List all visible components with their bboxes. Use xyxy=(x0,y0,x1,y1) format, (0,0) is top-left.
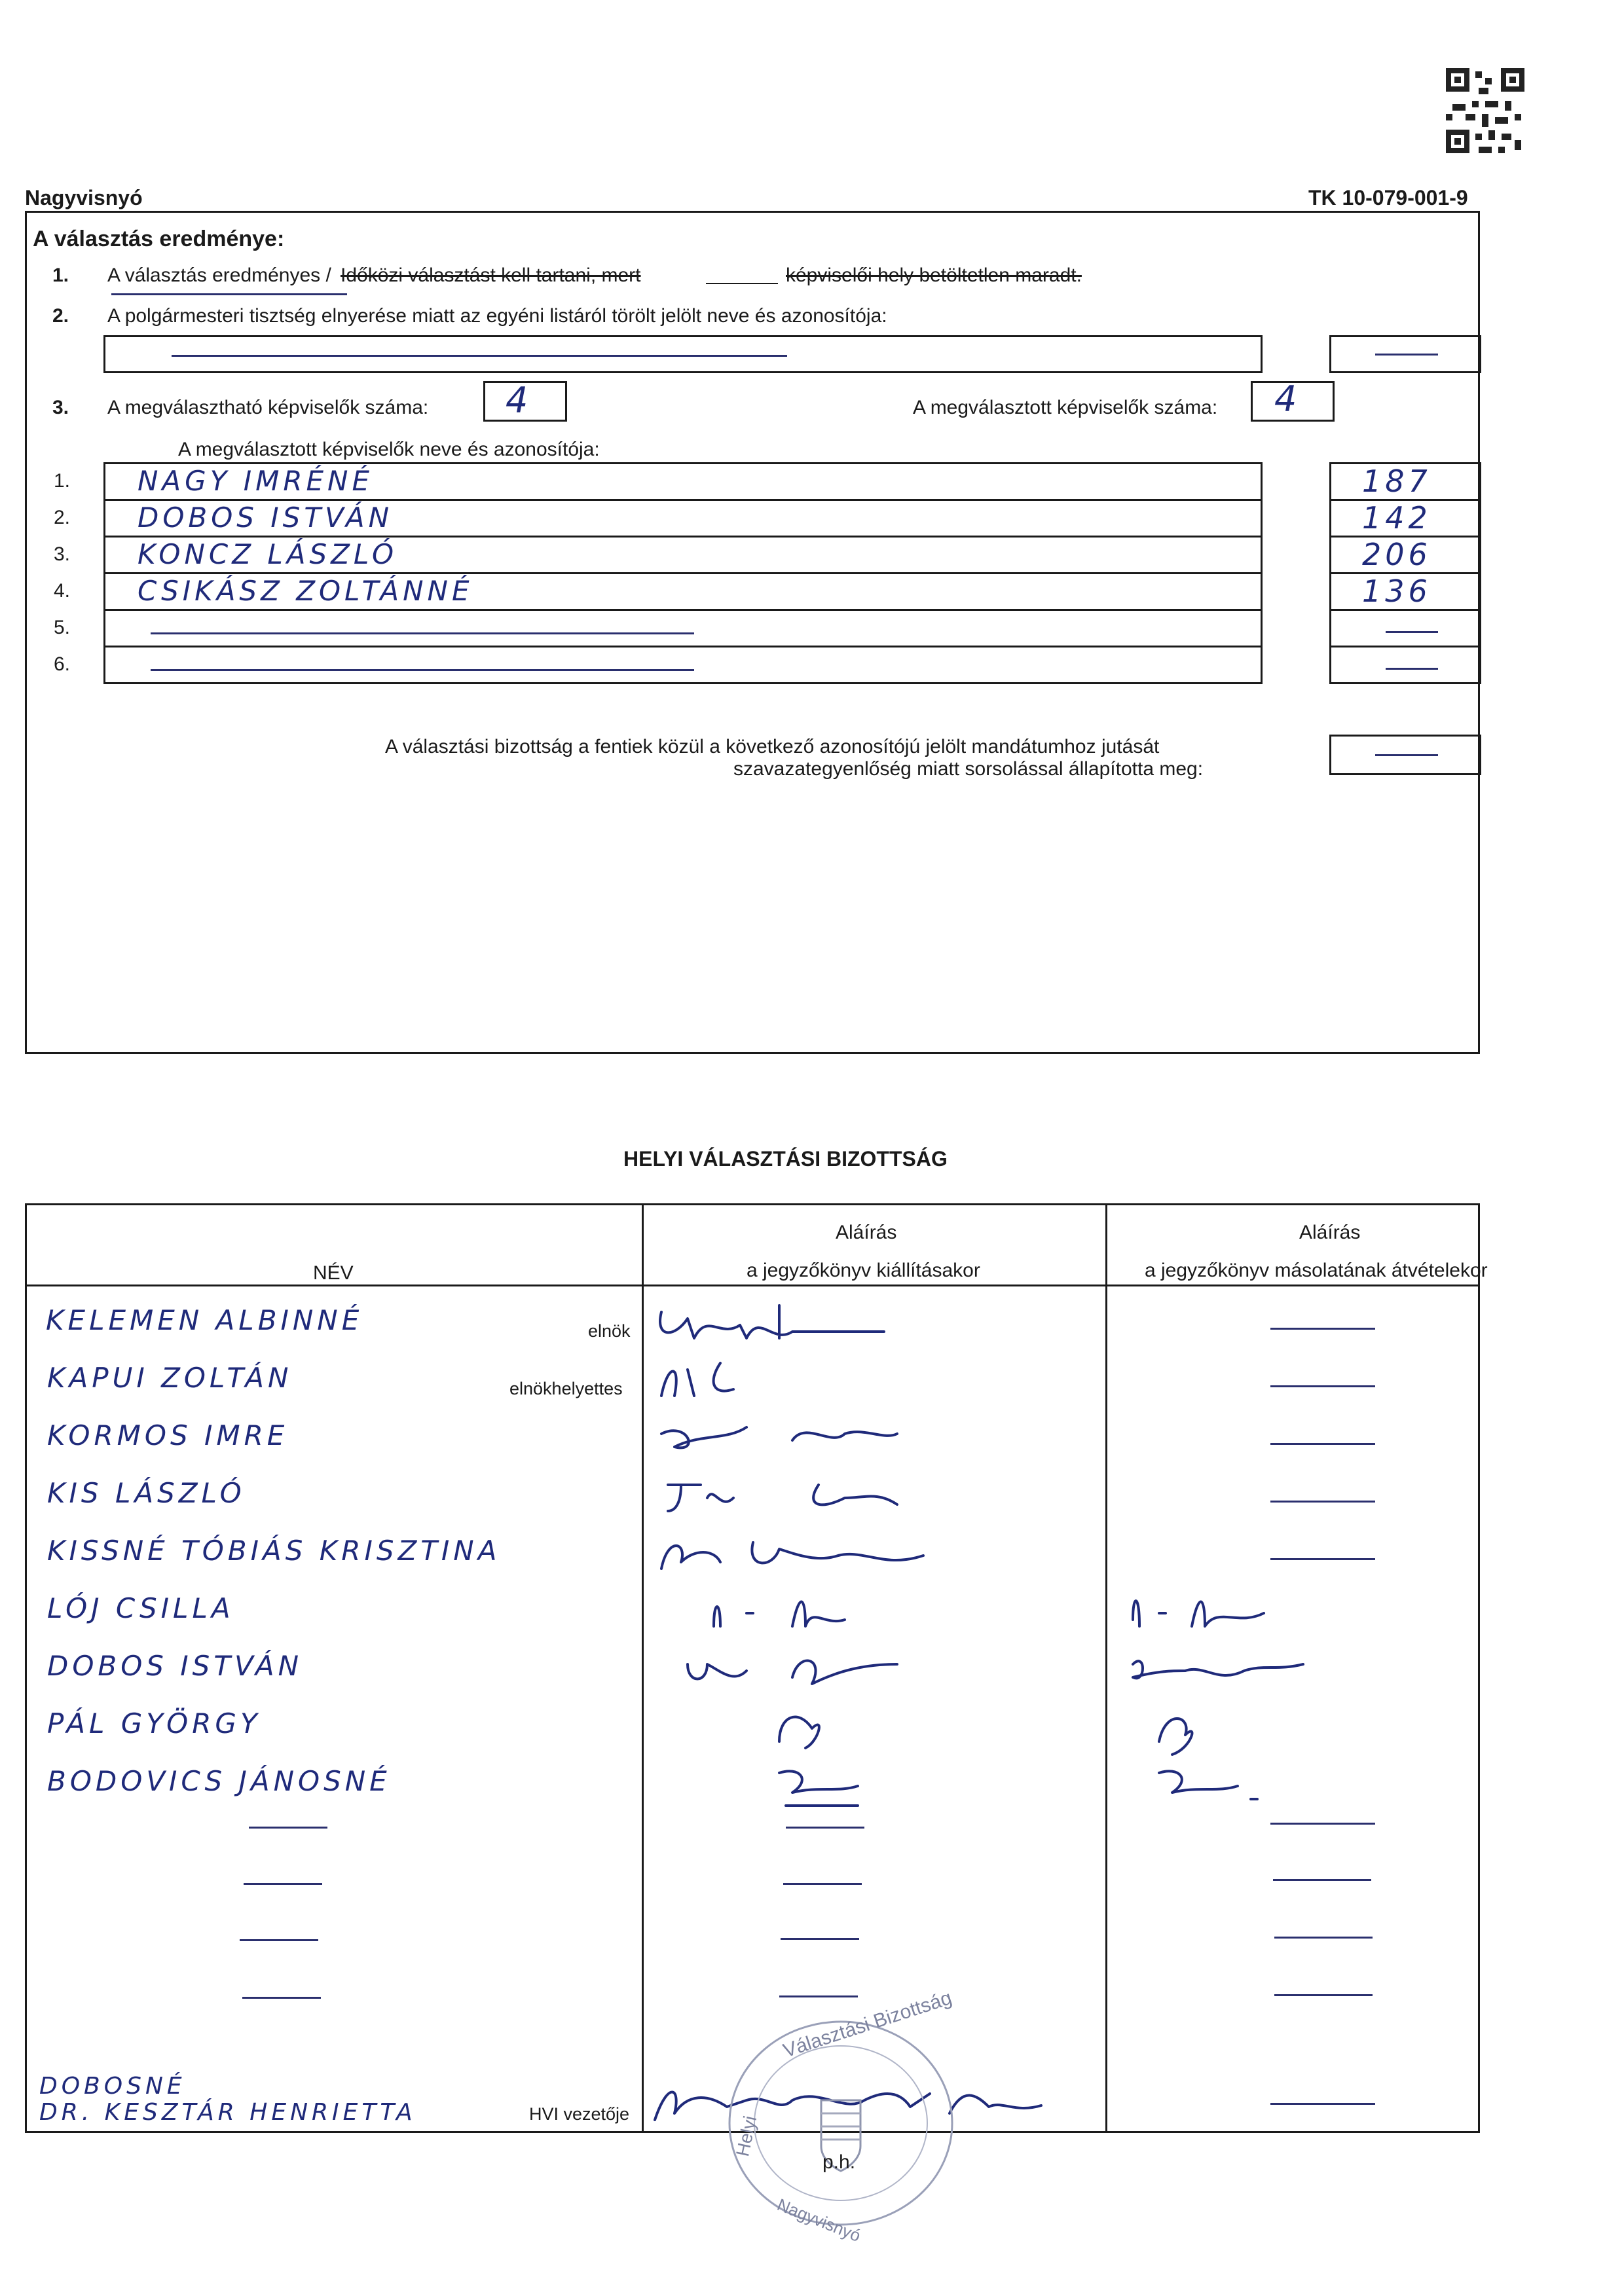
col-sign2-header-b: a jegyzőkönyv másolatának átvételekor xyxy=(1145,1260,1488,1281)
committee-member-copy-signature xyxy=(1120,1702,1460,1761)
committee-member-role: elnök xyxy=(588,1321,631,1341)
committee-copy-signature-dash xyxy=(1270,1328,1375,1330)
item1-struck-text-a: Időközi választást kell tartani, mert xyxy=(341,264,641,286)
committee-member-name: KAPUI ZOLTÁN xyxy=(47,1362,293,1394)
elected-id: 187 xyxy=(1362,464,1431,499)
item1-number: 1. xyxy=(52,264,69,286)
committee-member-name: KIS LÁSZLÓ xyxy=(47,1477,246,1509)
col-sign1-header-b: a jegyzőkönyv kiállításakor xyxy=(747,1260,980,1281)
elected-row-number: 3. xyxy=(54,543,71,565)
committee-member-signature xyxy=(648,1357,1067,1415)
committee-member-name: LÓJ CSILLA xyxy=(47,1592,234,1624)
committee-header-divider xyxy=(25,1285,1480,1286)
committee-member-role: elnökhelyettes xyxy=(509,1379,623,1398)
committee-member-signature xyxy=(648,1587,1067,1646)
deleted-candidate-name-box xyxy=(103,335,1263,373)
committee-member-copy-signature xyxy=(1120,1645,1460,1704)
elected-id-blank-dash xyxy=(1386,668,1438,670)
results-section-title: A választás eredménye: xyxy=(33,227,285,251)
elected-row-number: 1. xyxy=(54,470,71,492)
committee-col-divider-1 xyxy=(642,1203,644,2133)
leader-sign2-dash xyxy=(1270,2103,1375,2105)
committee-member-signature xyxy=(648,1299,1067,1358)
committee-title: HELYI VÁLASZTÁSI BIZOTTSÁG xyxy=(623,1147,948,1171)
col-sign1-header-a: Aláírás xyxy=(836,1222,897,1243)
item1-struck-text-b: képviselői hely betöltetlen maradt. xyxy=(786,264,1082,286)
elected-name: KONCZ LÁSZLÓ xyxy=(138,538,398,570)
committee-member-copy-signature xyxy=(1120,1587,1460,1646)
stamp-text-bottom: Nagyvisnyó xyxy=(774,2195,864,2246)
elected-name-blank-dash xyxy=(151,669,694,671)
stamp-text-top: Választási Bizottság xyxy=(781,1987,955,2062)
committee-member-name: PÁL GYÖRGY xyxy=(47,1707,261,1740)
item1-text: A választás eredményes / xyxy=(107,264,331,286)
item1-handwritten-underline xyxy=(111,293,347,295)
elected-row-number: 6. xyxy=(54,653,71,675)
elected-id: 136 xyxy=(1362,574,1431,609)
stamp-ph-label: p.h. xyxy=(822,2151,856,2173)
elected-id-box xyxy=(1329,609,1481,647)
lottery-text-line1: A választási bizottság a fentiek közül a következő azonosítójú jelölt mandátumhoz jutását xyxy=(385,736,1160,757)
committee-copy-signature-dash xyxy=(1270,1558,1375,1560)
elected-name: NAGY IMRÉNÉ xyxy=(138,465,373,497)
committee-copy-signature-dash xyxy=(1270,1443,1375,1445)
committee-member-name: KISSNÉ TÓBIÁS KRISZTINA xyxy=(47,1535,501,1567)
municipality-name: Nagyvisnyó xyxy=(25,186,143,210)
elected-name: DOBOS ISTVÁN xyxy=(138,501,394,534)
lottery-id-dash xyxy=(1375,754,1438,756)
committee-copy-signature-dash xyxy=(1270,1501,1375,1503)
lottery-text-line2: szavazategyenlőség miatt sorsolással állapította meg: xyxy=(733,758,1204,780)
elected-list-title: A megválasztott képviselők neve és azonosítója: xyxy=(178,439,600,460)
col-sign2-header-a: Aláírás xyxy=(1299,1222,1361,1243)
committee-member-signature xyxy=(648,1760,1067,1819)
committee-member-name: KORMOS IMRE xyxy=(47,1419,289,1451)
committee-member-signature xyxy=(648,1472,1067,1531)
col-name-header: NÉV xyxy=(313,1262,354,1284)
elected-name-blank-dash xyxy=(151,632,694,634)
elected-row-number: 4. xyxy=(54,580,71,602)
elected-name-box xyxy=(103,646,1263,684)
item1-blank-line xyxy=(706,283,778,284)
elected-count-label: A megválasztott képviselők száma: xyxy=(913,397,1218,418)
elected-count-value: 4 xyxy=(1274,378,1301,420)
electable-count-value: 4 xyxy=(506,380,532,421)
deleted-candidate-name-dash xyxy=(172,355,787,357)
item3-number: 3. xyxy=(52,397,69,418)
item3-text: A megválasztható képviselők száma: xyxy=(107,397,429,418)
committee-member-copy-signature xyxy=(1120,1760,1460,1819)
elected-name: CSIKÁSZ ZOLTÁNNÉ xyxy=(138,575,473,607)
committee-member-name: KELEMEN ALBINNÉ xyxy=(46,1304,363,1336)
leader-role: HVI vezetője xyxy=(529,2104,630,2124)
committee-member-signature xyxy=(648,1702,1067,1761)
item2-number: 2. xyxy=(52,305,69,327)
leader-name-line2: DR. KESZTÁR HENRIETTA xyxy=(39,2099,416,2126)
elected-id: 142 xyxy=(1362,500,1431,536)
leader-name-line1: DOBOSNÉ xyxy=(39,2073,186,2100)
committee-member-name: BODOVICS JÁNOSNÉ xyxy=(47,1765,391,1797)
committee-copy-signature-dash xyxy=(1270,1385,1375,1387)
stamp-text-left: Helyi xyxy=(732,2114,761,2159)
qr-code-icon xyxy=(1446,68,1524,153)
committee-member-signature xyxy=(648,1414,1067,1473)
elected-id: 206 xyxy=(1362,537,1431,572)
deleted-candidate-id-dash xyxy=(1375,354,1438,355)
committee-member-name: DOBOS ISTVÁN xyxy=(47,1650,303,1682)
committee-col-divider-2 xyxy=(1105,1203,1107,2133)
committee-member-signature xyxy=(648,1645,1067,1704)
elected-id-box xyxy=(1329,646,1481,684)
document-code: TK 10-079-001-9 xyxy=(1308,186,1468,210)
elected-id-blank-dash xyxy=(1386,631,1438,633)
elected-row-number: 2. xyxy=(54,507,71,528)
elected-name-box xyxy=(103,609,1263,647)
item2-text: A polgármesteri tisztség elnyerése miatt az egyéni listáról törölt jelölt neve és azonosítója: xyxy=(107,305,887,327)
committee-member-signature xyxy=(648,1529,1067,1588)
elected-row-number: 5. xyxy=(54,617,71,638)
